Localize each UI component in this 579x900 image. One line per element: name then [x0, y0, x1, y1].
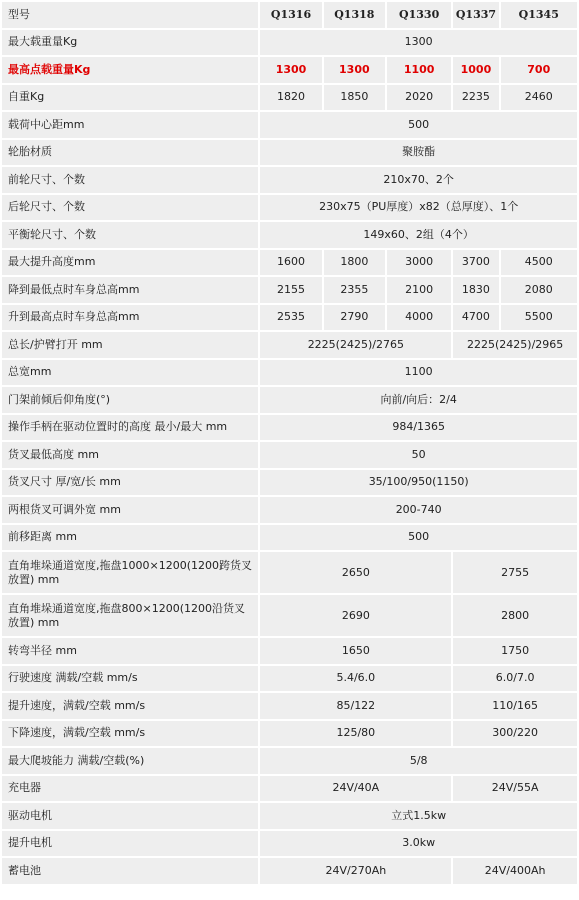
- row-label: 提升电机: [2, 831, 258, 857]
- row-value: 1830: [453, 277, 498, 303]
- table-row: [2, 140, 577, 166]
- row-label: 总长/护臂打开 mm: [2, 332, 258, 358]
- row-value: 2020: [387, 85, 451, 111]
- table-row: [2, 222, 577, 248]
- row-label: 货叉尺寸 厚/宽/长 mm: [2, 470, 258, 496]
- model-q1330: Q1330: [387, 2, 451, 28]
- row-value: 聚胺酯: [260, 140, 577, 166]
- row-value: 24V/270Ah: [260, 858, 451, 884]
- row-value: 4500: [501, 250, 577, 276]
- table-row: [2, 85, 577, 111]
- row-label: 下降速度，满载/空载 mm/s: [2, 721, 258, 747]
- row-label: 蓄电池: [2, 858, 258, 884]
- row-label: 后轮尺寸、个数: [2, 195, 258, 221]
- row-label: 降到最低点时车身总高mm: [2, 277, 258, 303]
- row-label: 载荷中心距mm: [2, 112, 258, 138]
- header-label: 型号: [2, 2, 258, 28]
- row-value: 2755: [453, 552, 577, 593]
- table-row: [2, 470, 577, 496]
- table-row: [2, 666, 577, 692]
- row-value: 1800: [324, 250, 385, 276]
- row-value: 24V/55A: [453, 776, 577, 802]
- row-label: 轮胎材质: [2, 140, 258, 166]
- row-value: 1000: [453, 57, 498, 83]
- table-row: [2, 250, 577, 276]
- row-label: 驱动电机: [2, 803, 258, 829]
- row-value: 2460: [501, 85, 577, 111]
- table-row: [2, 195, 577, 221]
- row-value: 24V/400Ah: [453, 858, 577, 884]
- row-value: 3.0kw: [260, 831, 577, 857]
- row-value: 24V/40A: [260, 776, 451, 802]
- row-value: 5500: [501, 305, 577, 331]
- table-row: [2, 552, 577, 593]
- row-value: 2790: [324, 305, 385, 331]
- row-value: 984/1365: [260, 415, 577, 441]
- row-value: 2225(2425)/2965: [453, 332, 577, 358]
- table-row: [2, 442, 577, 468]
- row-value: 立式1.5kw: [260, 803, 577, 829]
- header-row: [2, 2, 577, 28]
- row-label: 平衡轮尺寸、个数: [2, 222, 258, 248]
- table-row: [2, 305, 577, 331]
- model-q1316: Q1316: [260, 2, 321, 28]
- row-value: 1850: [324, 85, 385, 111]
- row-label: 充电器: [2, 776, 258, 802]
- row-value: 1100: [260, 360, 577, 386]
- table-row: [2, 638, 577, 664]
- row-value: 5.4/6.0: [260, 666, 451, 692]
- row-value: 2225(2425)/2765: [260, 332, 451, 358]
- row-value: 向前/向后：2/4: [260, 387, 577, 413]
- row-label: 前轮尺寸、个数: [2, 167, 258, 193]
- row-value: 1650: [260, 638, 451, 664]
- row-value: 2355: [324, 277, 385, 303]
- model-q1318: Q1318: [324, 2, 385, 28]
- table-row: [2, 112, 577, 138]
- row-value: 35/100/950(1150): [260, 470, 577, 496]
- row-label: 最大载重量Kg: [2, 30, 258, 56]
- row-value: 3000: [387, 250, 451, 276]
- row-value: 1820: [260, 85, 321, 111]
- row-value: 1300: [260, 30, 577, 56]
- row-label: 直角堆垛通道宽度,拖盘1000×1200(1200跨货叉放置) mm: [2, 552, 258, 593]
- row-label: 最大爬坡能力 满载/空载(%): [2, 748, 258, 774]
- model-q1337: Q1337: [453, 2, 498, 28]
- table-row: [2, 748, 577, 774]
- row-value: 1300: [324, 57, 385, 83]
- model-q1345: Q1345: [501, 2, 577, 28]
- row-value: 300/220: [453, 721, 577, 747]
- table-row: [2, 721, 577, 747]
- row-value: 3700: [453, 250, 498, 276]
- row-value: 85/122: [260, 693, 451, 719]
- row-label: 最大提升高度mm: [2, 250, 258, 276]
- row-label: 升到最高点时车身总高mm: [2, 305, 258, 331]
- row-value: 1300: [260, 57, 321, 83]
- table-row: [2, 858, 577, 884]
- row-label: 提升速度，满载/空载 mm/s: [2, 693, 258, 719]
- table-row: [2, 360, 577, 386]
- table-row: [2, 776, 577, 802]
- row-value: 2800: [453, 595, 577, 636]
- row-value: 125/80: [260, 721, 451, 747]
- row-value: 700: [501, 57, 577, 83]
- row-label: 前移距离 mm: [2, 525, 258, 551]
- row-value: 200-740: [260, 497, 577, 523]
- row-value: 2155: [260, 277, 321, 303]
- row-value: 50: [260, 442, 577, 468]
- row-value: 230x75（PU厚度）x82（总厚度）、1个: [260, 195, 577, 221]
- table-row: [2, 831, 577, 857]
- row-value: 1750: [453, 638, 577, 664]
- table-row: [2, 525, 577, 551]
- row-label: 操作手柄在驱动位置时的高度 最小/最大 mm: [2, 415, 258, 441]
- table-row: [2, 595, 577, 636]
- row-value: 2080: [501, 277, 577, 303]
- row-value: 500: [260, 525, 577, 551]
- row-value: 1600: [260, 250, 321, 276]
- table-row: [2, 167, 577, 193]
- row-value: 110/165: [453, 693, 577, 719]
- table-row: [2, 803, 577, 829]
- table-row: [2, 387, 577, 413]
- row-label: 行驶速度 满载/空载 mm/s: [2, 666, 258, 692]
- table-row: [2, 57, 577, 83]
- row-value: 4700: [453, 305, 498, 331]
- row-value: 2535: [260, 305, 321, 331]
- row-value: 2650: [260, 552, 451, 593]
- row-label: 总宽mm: [2, 360, 258, 386]
- row-value: 5/8: [260, 748, 577, 774]
- table-row: [2, 693, 577, 719]
- row-value: 500: [260, 112, 577, 138]
- row-label: 两根货叉可调外宽 mm: [2, 497, 258, 523]
- row-label: 转弯半径 mm: [2, 638, 258, 664]
- row-label: 货叉最低高度 mm: [2, 442, 258, 468]
- table-row: [2, 332, 577, 358]
- row-value: 2690: [260, 595, 451, 636]
- table-row: [2, 497, 577, 523]
- row-value: 1100: [387, 57, 451, 83]
- row-value: 149x60、2组（4个）: [260, 222, 577, 248]
- row-value: 210x70、2个: [260, 167, 577, 193]
- row-value: 2100: [387, 277, 451, 303]
- row-value: 6.0/7.0: [453, 666, 577, 692]
- table-row: [2, 30, 577, 56]
- row-label: 直角堆垛通道宽度,拖盘800×1200(1200沿货叉放置) mm: [2, 595, 258, 636]
- row-label: 自重Kg: [2, 85, 258, 111]
- table-row: [2, 415, 577, 441]
- row-label: 门架前倾后仰角度(°): [2, 387, 258, 413]
- table-row: [2, 277, 577, 303]
- row-value: 4000: [387, 305, 451, 331]
- row-value: 2235: [453, 85, 498, 111]
- row-label: 最高点载重量Kg: [2, 57, 258, 83]
